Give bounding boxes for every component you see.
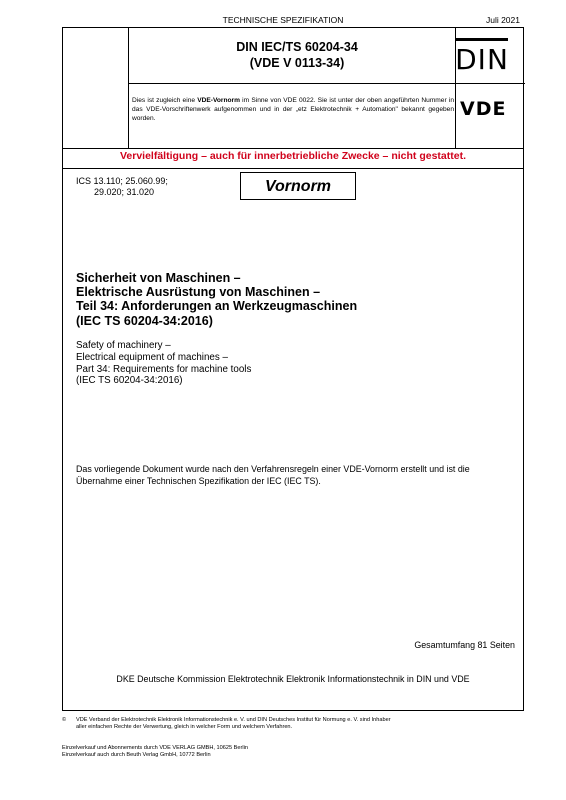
frame-divider-mid xyxy=(128,83,525,84)
vde-note: Dies ist zugleich eine VDE-Vornorm im Sinne von VDE 0022. Sie ist unter der oben angeführten Nummer in das VDE-Vorschriftenwerk aufgenommen und in der „etz Elektrotechnik + Automation" bekannt gegeben worden. xyxy=(132,97,454,122)
sales-line: Einzelverkauf und Abonnements durch VDE VERLAG GMBH, 10625 Berlin xyxy=(62,745,248,751)
ics-line-2: 29.020; 31.020 xyxy=(94,186,155,197)
copy-warning: Vervielfältigung – auch für innerbetriebliche Zwecke – nicht gestattet. xyxy=(119,150,466,162)
frame-divider-top xyxy=(63,148,523,149)
title-english xyxy=(76,340,251,387)
ics-line-1: ICS 13.110; 25.060.99; xyxy=(76,176,168,186)
vde-logo: VDE xyxy=(460,98,507,120)
title-english-line: Safety of machinery – xyxy=(76,340,171,351)
title-german xyxy=(76,271,357,328)
frame-divider-warning xyxy=(63,168,523,169)
title-german-line: Elektrische Ausrüstung von Maschinen – xyxy=(76,285,321,300)
title-english-line: (IEC TS 60204-34:2016) xyxy=(76,375,183,387)
title-german-line: (IEC TS 60204-34:2016) xyxy=(76,313,213,328)
vde-number: (VDE V 0113-34) xyxy=(249,56,345,70)
copyright-notice: © VDE Verband der Elektrotechnik Elektronik Informationstechnik e. V. und DIN Deutsches Institut für Normung e. V. sind Inhaber aller einfachen Rechte der Verwertung, gleich in welcher Form und welchem Verfahren. xyxy=(62,717,391,731)
publisher-line: DKE Deutsche Kommission Elektrotechnik Elektronik Informationstechnik in DIN und VDE xyxy=(116,674,470,684)
svg-text:DIN: DIN xyxy=(456,43,508,74)
ics-codes xyxy=(76,176,168,197)
din-logo xyxy=(456,38,508,74)
standard-number: DIN IEC/TS 60204-34 xyxy=(236,40,358,54)
vde-note-emphasis: VDE-Vornorm xyxy=(197,97,240,104)
title-english-line: Part 34: Requirements for machine tools xyxy=(76,363,252,375)
document-category: TECHNISCHE SPEZIFIKATION xyxy=(222,15,344,25)
sales-line: Einzelverkauf auch durch Beuth Verlag GmbH, 10772 Berlin xyxy=(62,752,211,759)
copyright-symbol: © xyxy=(62,717,67,723)
title-german-line: Sicherheit von Maschinen – xyxy=(76,271,241,285)
page-count: Gesamtumfang 81 Seiten xyxy=(414,640,515,650)
title-english-line: Electrical equipment of machines – xyxy=(76,351,228,363)
publication-date: Juli 2021 xyxy=(485,15,520,25)
status-label: Vornorm xyxy=(240,172,356,200)
frame-divider-left xyxy=(128,28,129,148)
title-german-line: Teil 34: Anforderungen an Werkzeugmaschinen xyxy=(76,299,358,314)
body-paragraph: Das vorliegende Dokument wurde nach den Verfahrensregeln einer VDE-Vornorm erstellt und ist die Übernahme einer Technischen Spezifikation der IEC (IEC TS). xyxy=(76,464,470,486)
sales-info xyxy=(62,745,248,759)
